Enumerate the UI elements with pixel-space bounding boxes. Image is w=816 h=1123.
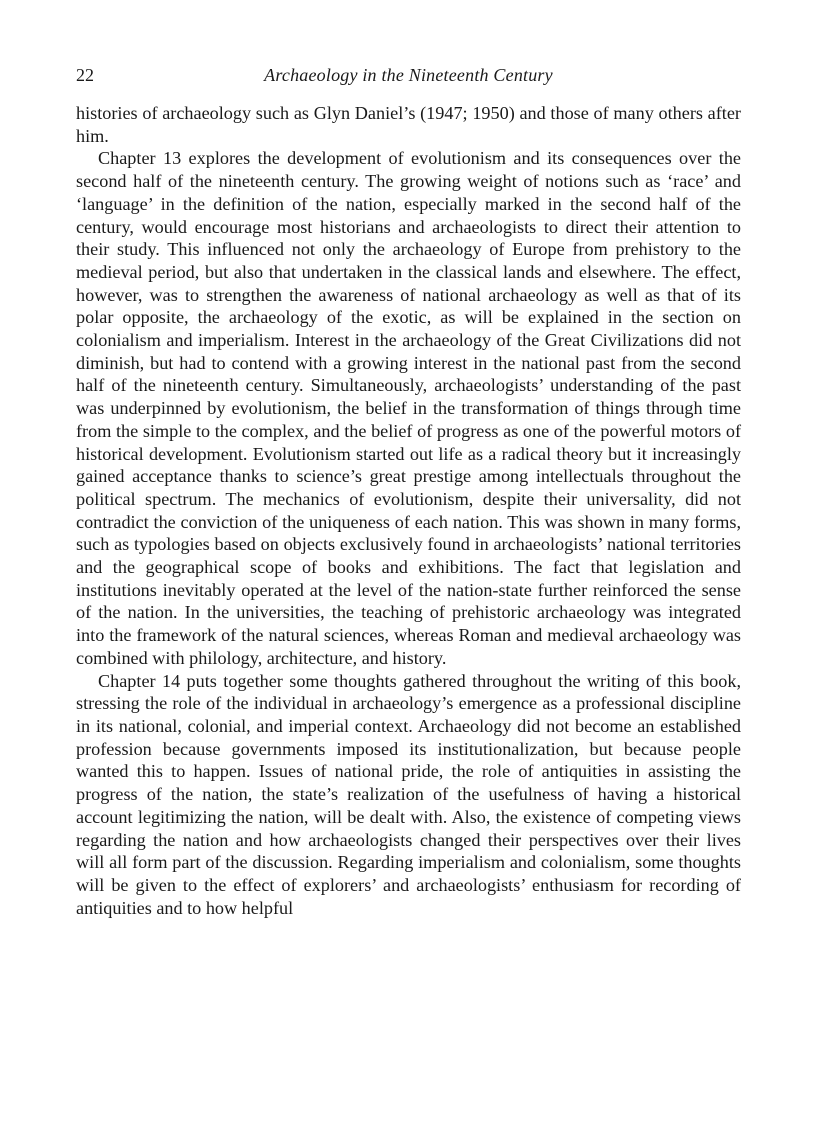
- paragraph-continued: histories of archaeology such as Glyn Daniel’s (1947; 1950) and those of many others after him.: [76, 103, 741, 146]
- page-number: 22: [76, 65, 94, 85]
- book-page: [76, 60, 741, 919]
- running-head: [76, 60, 741, 90]
- paragraph-chapter-14: Chapter 14 puts together some thoughts gathered throughout the writing of this book, stressing the role of the individual in archaeology’s emergence as a professional discipline in its national, colonial, and imperial context. Archaeology did not become an established profession because governments imposed its institutionalization, but because people wanted this to happen. Issues of national pride, the role of antiquities in assisting the progress of the nation, the state’s realization of the usefulness of having a historical account legitimizing the nation, will be dealt with. Also, the existence of competing views regarding the nation and how archaeologists changed their perspectives over their lives will all form part of the discussion. Regarding imperialism and colonialism, some thoughts will be given to the effect of explorers’ and archaeologists’ enthusiasm for recording of antiquities and to how helpful: [76, 670, 741, 918]
- body-text: [76, 102, 741, 919]
- running-title: Archaeology in the Nineteenth Century: [264, 65, 553, 85]
- paragraph-chapter-13: Chapter 13 explores the development of evolutionism and its consequences over the second half of the nineteenth century. The growing weight of notions such as ‘race’ and ‘language’ in the definition of the nation, especially marked in the second half of the century, would encourage most historians and archaeologists to direct their attention to their study. This influenced not only the archaeology of Europe from prehistory to the medieval period, but also that undertaken in the classical lands and elsewhere. The effect, however, was to strengthen the awareness of national archaeology as well as that of its polar opposite, the archaeology of the exotic, as will be explained in the section on colonialism and imperialism. Interest in the archaeology of the Great Civilizations did not diminish, but had to contend with a growing interest in the national past from the second half of the nineteenth century. Simultaneously, archaeologists’ understanding of the past was underpinned by evolutionism, the belief in the transformation of things through time from the simple to the complex, and the belief of progress as one of the powerful motors of historical development. Evolutionism started out life as a radical theory but it increasingly gained acceptance thanks to science’s great prestige among intellectuals throughout the political spectrum. The mechanics of evolutionism, despite their universality, did not contradict the conviction of the uniqueness of each nation. This was shown in many forms, such as typologies based on objects exclusively found in archaeologists’ national territories and the geographical scope of books and exhibitions. The fact that legislation and institutions inevitably operated at the level of the nation-state further reinforced the sense of the nation. In the universities, the teaching of prehistoric archaeology was integrated into the framework of the natural sciences, whereas Roman and medieval archaeology was combined with philology, architecture, and history.: [76, 148, 741, 668]
